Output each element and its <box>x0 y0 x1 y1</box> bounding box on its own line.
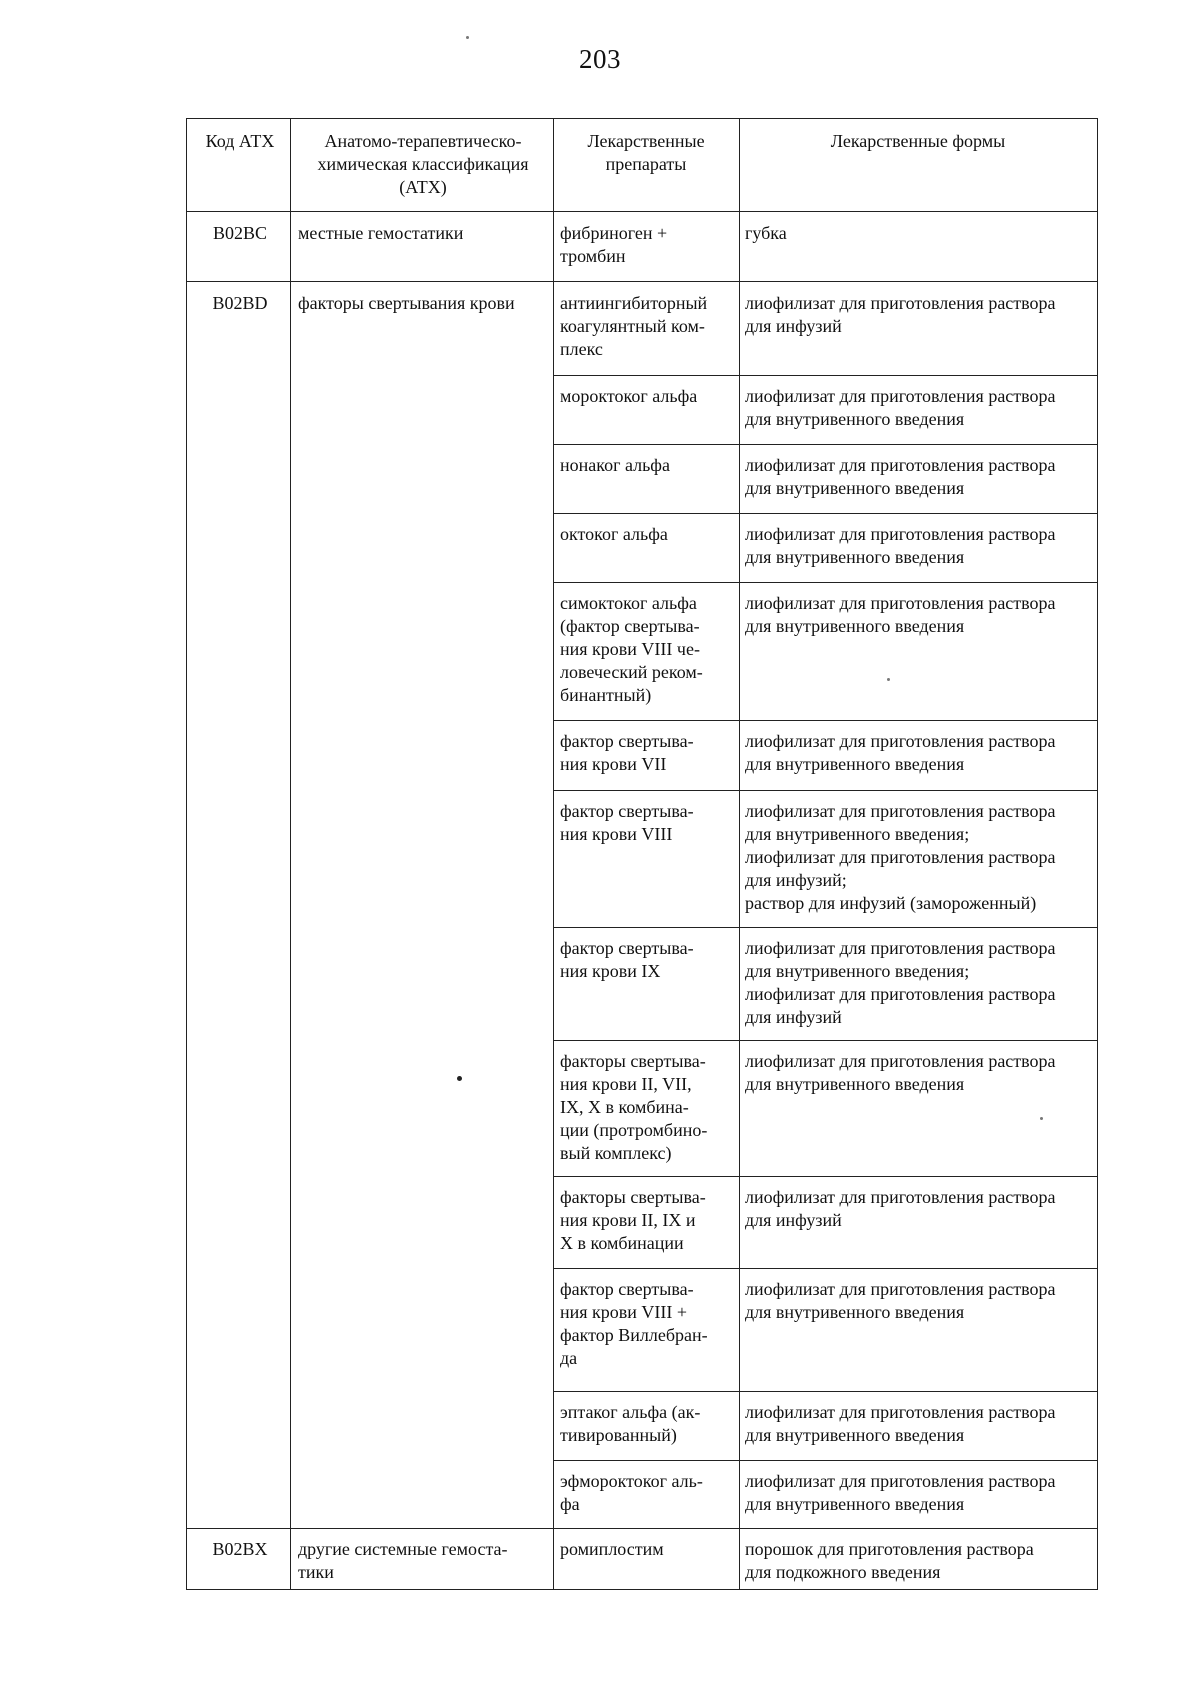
header-drugs: Лекарственные препараты <box>587 131 705 174</box>
drug-name: фактор свертыва- ния крови VII <box>560 731 694 774</box>
drug-name: ромиплостим <box>560 1539 664 1559</box>
dosage-form: порошок для приготовления раствора для подкожного введения <box>745 1539 1034 1582</box>
dosage-form: лиофилизат для приготовления раствора для внутривенного введения <box>745 386 1056 429</box>
row-divider <box>553 1176 1097 1177</box>
row-divider <box>187 1528 1097 1529</box>
dosage-form: лиофилизат для приготовления раствора для инфузий <box>745 1187 1056 1230</box>
atc-classification: местные гемостатики <box>298 223 464 243</box>
header-forms: Лекарственные формы <box>830 131 1006 151</box>
header-code: Код АТХ <box>205 131 275 151</box>
dosage-form: лиофилизат для приготовления раствора для внутривенного введения; лиофилизат для приготовления раствора для инфузий; раствор для инфузий (замороженный) <box>745 801 1056 913</box>
atc-code: B02BX <box>212 1539 268 1559</box>
drug-name: эптаког альфа (ак- тивированный) <box>560 1402 701 1445</box>
column-divider <box>290 119 291 1589</box>
row-divider <box>553 582 1097 583</box>
dosage-form: лиофилизат для приготовления раствора для внутривенного введения <box>745 1051 1056 1094</box>
row-divider <box>553 513 1097 514</box>
drug-name: фактор свертыва- ния крови VIII <box>560 801 694 844</box>
dosage-form: лиофилизат для приготовления раствора для внутривенного введения <box>745 1279 1056 1322</box>
dosage-form: лиофилизат для приготовления раствора для внутривенного введения <box>745 524 1056 567</box>
atc-classification: факторы свертывания крови <box>298 293 515 313</box>
dosage-form: лиофилизат для приготовления раствора для внутривенного введения <box>745 593 1056 636</box>
row-divider <box>553 720 1097 721</box>
dosage-form: лиофилизат для приготовления раствора для внутривенного введения <box>745 1471 1056 1514</box>
drug-name: октоког альфа <box>560 524 668 544</box>
row-divider <box>553 1391 1097 1392</box>
column-divider <box>739 119 740 1589</box>
row-divider <box>553 927 1097 928</box>
drug-name: мороктоког альфа <box>560 386 698 406</box>
dosage-form: лиофилизат для приготовления раствора для внутривенного введения; лиофилизат для приготовления раствора для инфузий <box>745 938 1056 1027</box>
drug-name: симоктоког альфа (фактор свертыва- ния крови VIII че- ловеческий реком- бинантный) <box>560 593 703 705</box>
scan-speck <box>457 1076 462 1081</box>
dosage-form: лиофилизат для приготовления раствора для внутривенного введения <box>745 1402 1056 1445</box>
row-divider <box>553 1268 1097 1269</box>
row-divider <box>187 281 1097 282</box>
drug-name: фактор свертыва- ния крови VIII + фактор Виллебран- да <box>560 1279 708 1368</box>
dosage-form: лиофилизат для приготовления раствора для внутривенного введения <box>745 731 1056 774</box>
atc-classification: другие системные гемоста- тики <box>298 1539 508 1582</box>
drug-name: факторы свертыва- ния крови II, IX и X в комбинации <box>560 1187 706 1253</box>
atc-code: B02BD <box>212 293 268 313</box>
column-divider <box>553 119 554 1589</box>
row-divider <box>553 1040 1097 1041</box>
row-divider <box>553 375 1097 376</box>
drug-name: нонаког альфа <box>560 455 670 475</box>
scan-speck <box>466 36 469 39</box>
dosage-form: лиофилизат для приготовления раствора для инфузий <box>745 293 1056 336</box>
drug-name: фибриноген + тромбин <box>560 223 668 266</box>
row-divider <box>187 211 1097 212</box>
atc-code: B02BC <box>212 223 268 243</box>
page-number: 203 <box>579 44 621 74</box>
row-divider <box>553 1460 1097 1461</box>
row-divider <box>553 444 1097 445</box>
drug-name: антиингибиторный коагулянтный ком- плекс <box>560 293 708 359</box>
drug-name: эфмороктоког аль- фа <box>560 1471 703 1514</box>
drug-name: факторы свертыва- ния крови II, VII, IX, X в комбина- ции (протромбино- вый комплекс) <box>560 1051 708 1163</box>
scan-speck <box>887 678 890 681</box>
row-divider <box>553 790 1097 791</box>
header-classification: Анатомо-терапевтическо- химическая классификация (АТХ) <box>317 131 529 197</box>
dosage-form: губка <box>745 223 787 243</box>
drug-name: фактор свертыва- ния крови IX <box>560 938 694 981</box>
scan-speck <box>1040 1117 1043 1120</box>
dosage-form: лиофилизат для приготовления раствора для внутривенного введения <box>745 455 1056 498</box>
